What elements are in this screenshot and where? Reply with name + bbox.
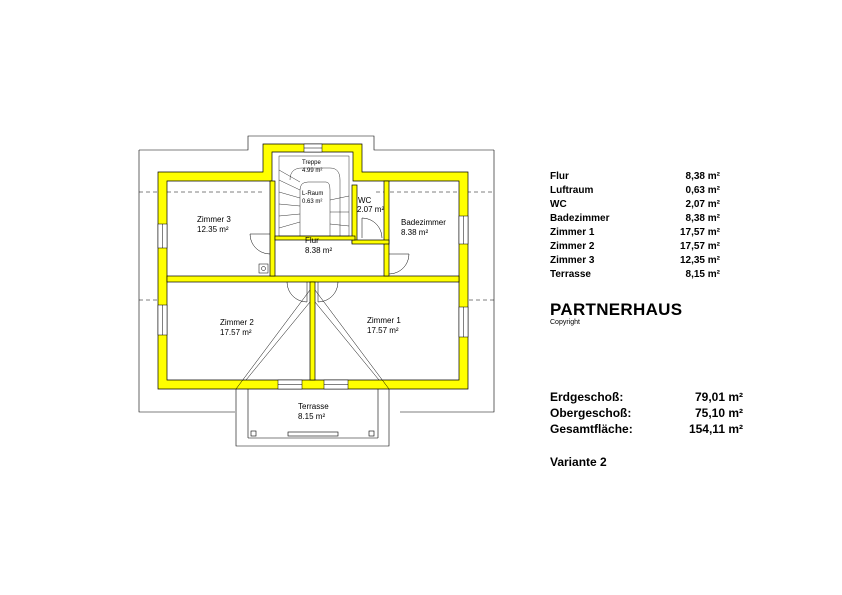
room-name-luftraum: L-Raum (302, 191, 324, 197)
room-area-zimmer1: 17.57 m² (367, 326, 399, 335)
total-row-value: 79,01 m² (694, 390, 743, 404)
total-row-value: 75,10 m² (694, 406, 743, 420)
room-name-zimmer3: Zimmer 3 (197, 215, 231, 224)
area-row (550, 254, 720, 268)
chimney (259, 264, 268, 273)
area-row (550, 198, 720, 212)
room-name-terrasse: Terrasse (298, 402, 329, 411)
room-area-zimmer2: 17.57 m² (220, 328, 252, 337)
page-title: PARTNERHAUS (550, 300, 683, 319)
area-row-value: 17,57 m² (679, 227, 720, 238)
total-row (550, 421, 743, 437)
variant-label: Variante 2 (550, 455, 607, 469)
area-row (550, 240, 720, 254)
room-name-flur: Flur (305, 236, 319, 245)
area-row-name: Luftraum (550, 185, 594, 196)
area-row (550, 212, 720, 226)
area-row (550, 268, 720, 282)
room-name-wc: WC (358, 196, 372, 205)
room-area-luftraum: 0.63 m² (302, 199, 323, 205)
area-row (550, 226, 720, 240)
area-row-name: Flur (550, 171, 569, 182)
room-area-terrasse: 8.15 m² (298, 412, 326, 421)
area-row-name: Zimmer 2 (550, 241, 595, 252)
room-name-badezimmer: Badezimmer (401, 218, 446, 227)
area-row-name: Zimmer 3 (550, 255, 595, 266)
room-area-zimmer3: 12.35 m² (197, 225, 229, 234)
area-row (550, 170, 720, 184)
room-area-treppe: 4.99 m² (302, 168, 323, 174)
total-row (550, 405, 743, 421)
total-row (550, 389, 743, 405)
total-row-label: Erdgeschoß: (550, 390, 624, 404)
room-area-list (550, 170, 720, 282)
area-row-value: 8,15 m² (685, 269, 720, 280)
area-row-name: Terrasse (550, 269, 591, 280)
yellow-walls (158, 144, 468, 389)
area-row (550, 184, 720, 198)
area-row-value: 2,07 m² (685, 199, 720, 210)
area-row-value: 12,35 m² (679, 255, 720, 266)
room-name-zimmer1: Zimmer 1 (367, 316, 401, 325)
total-row-label: Gesamtfläche: (550, 422, 633, 436)
area-row-value: 17,57 m² (679, 241, 720, 252)
total-area-list (550, 389, 743, 437)
room-name-zimmer2: Zimmer 2 (220, 318, 254, 327)
area-row-name: Zimmer 1 (550, 227, 595, 238)
room-area-wc: 2.07 m² (357, 205, 385, 214)
area-row-name: WC (550, 199, 567, 210)
total-row-label: Obergeschoß: (550, 406, 632, 420)
copyright-text: Copyright (550, 319, 580, 326)
area-row-value: 0,63 m² (685, 185, 720, 196)
room-name-treppe: Treppe (302, 160, 321, 166)
total-row-value: 154,11 m² (688, 422, 743, 436)
area-row-value: 8,38 m² (685, 213, 720, 224)
room-area-badezimmer: 8.38 m² (401, 228, 429, 237)
area-row-value: 8,38 m² (685, 171, 720, 182)
room-area-flur: 8.38 m² (305, 246, 333, 255)
area-row-name: Badezimmer (550, 213, 610, 224)
